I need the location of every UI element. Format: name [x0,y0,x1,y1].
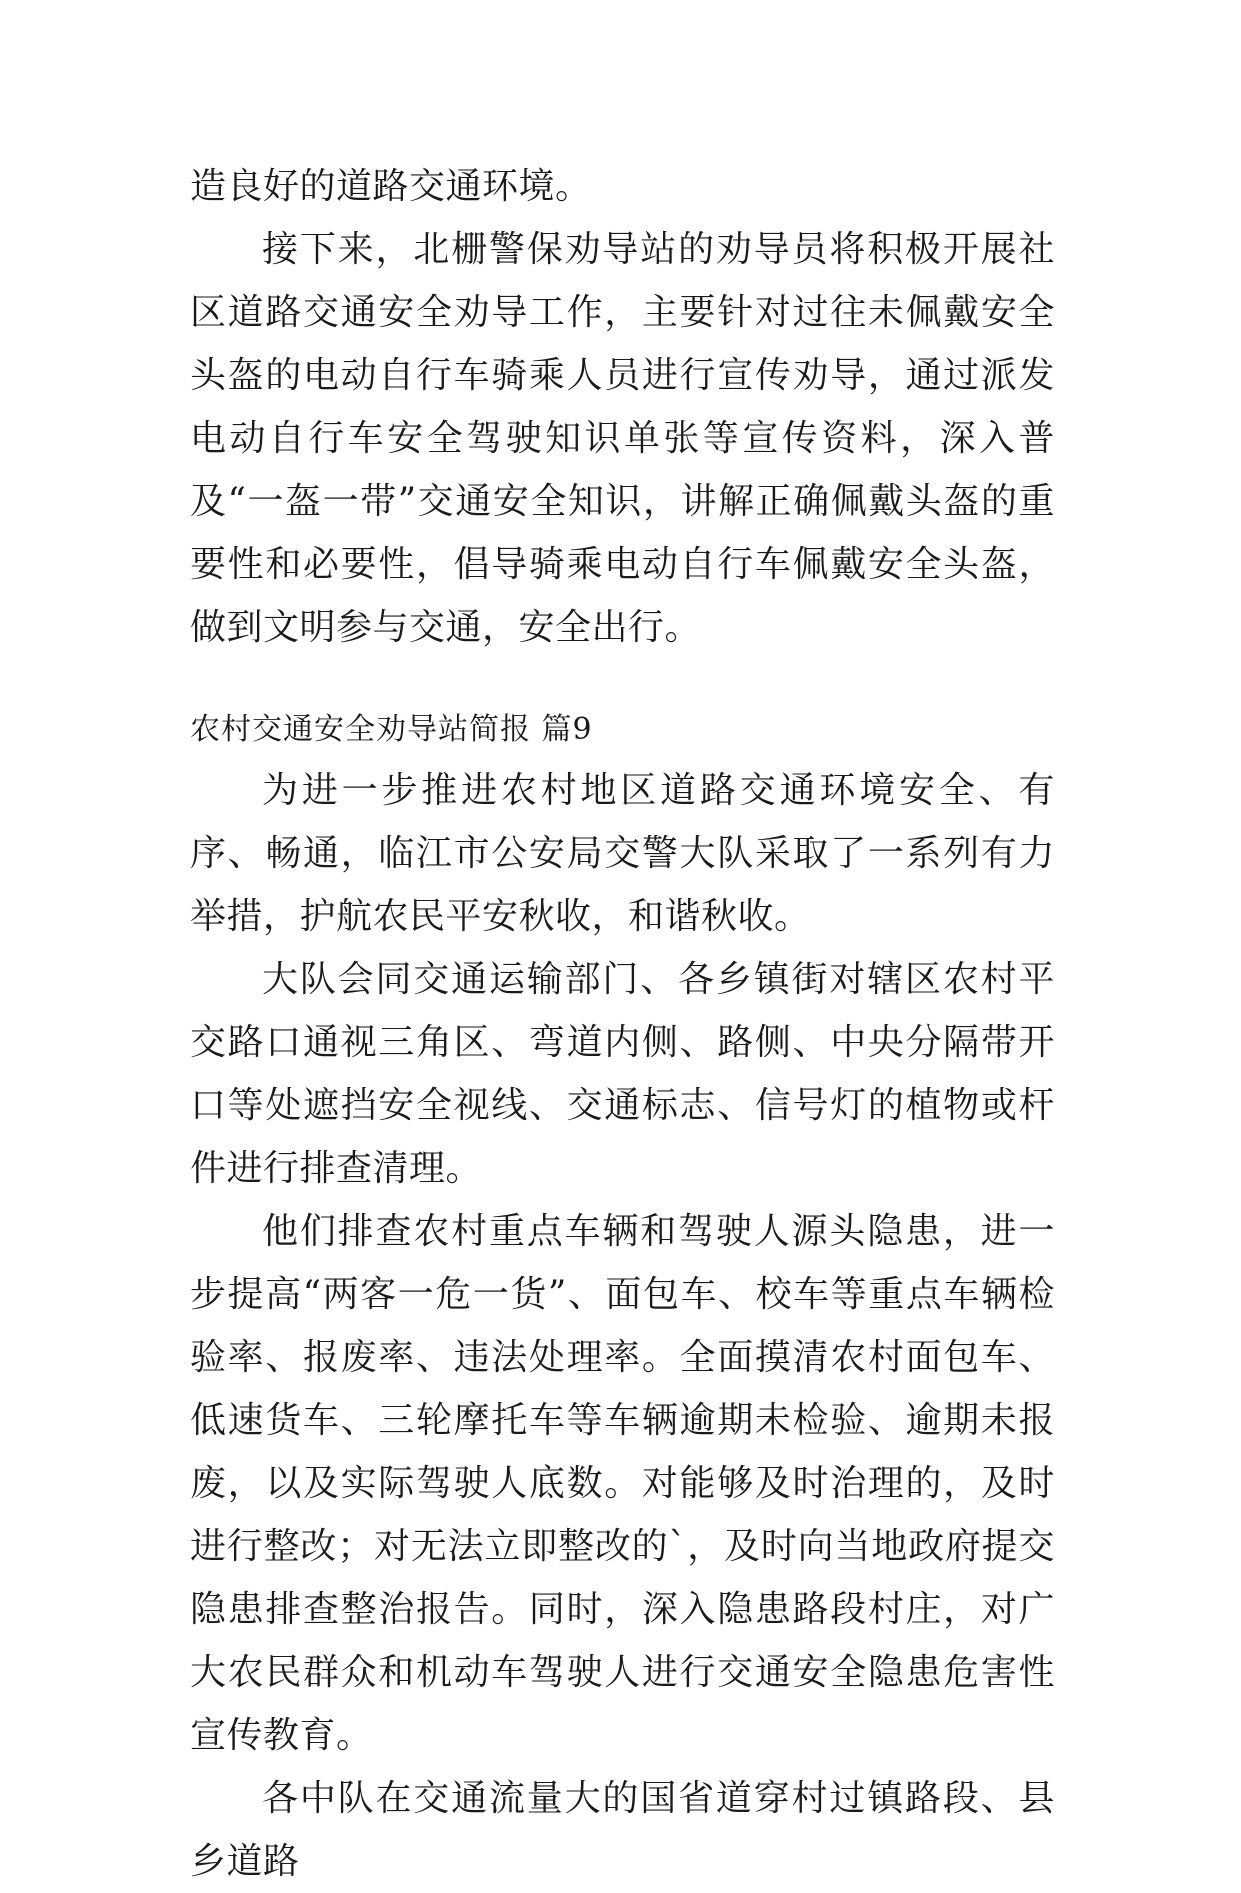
paragraph-helmet-campaign: 接下来，北栅警保劝导站的劝导员将积极开展社区道路交通安全劝导工作，主要针对过往未佩戴安全头盔的电动自行车骑乘人员进行宣传劝导，通过派发电动自行车安全驾驶知识单张等宣传资料，深入普及“一盔一带”交通安全知识，讲解正确佩戴头盔的重要性和必要性，倡导骑乘电动自行车佩戴安全头盔，做到文明参与交通，安全出行。 [190,229,1055,648]
paragraph-clearance: 大队会同交通运输部门、各乡镇街对辖区农村平交路口通视三角区、弯道内侧、路侧、中央分隔带开口等处遮挡安全视线、交通标志、信号灯的植物或杆件进行排查清理。 [190,959,1055,1189]
paragraph-intro: 为进一步推进农村地区道路交通环境安全、有序、畅通，临江市公安局交警大队采取了一系列有力举措，护航农民平安秋收，和谐秋收。 [190,770,1055,937]
document-body [190,155,1055,1893]
paragraph-squadrons: 各中队在交通流量大的国省道穿村过镇路段、县乡道路 [190,1778,1055,1882]
paragraph-continuation: 造良好的道路交通环境。 [190,166,592,207]
section-title: 农村交通安全劝导站简报 篇9 [190,712,593,747]
paragraph-vehicle-check: 他们排查农村重点车辆和驾驶人源头隐患，进一步提高“两客一危一货”、面包车、校车等重点车辆检验率、报废率、违法处理率。全面摸清农村面包车、低速货车、三轮摩托车等车辆逾期未检验、逾期未报废，以及实际驾驶人底数。对能够及时治理的，及时进行整改；对无法立即整改的`，及时向当地政府提交隐患排查整治报告。同时，深入隐患路段村庄，对广大农民群众和机动车驾驶人进行交通安全隐患危害性宣传教育。 [190,1211,1055,1756]
